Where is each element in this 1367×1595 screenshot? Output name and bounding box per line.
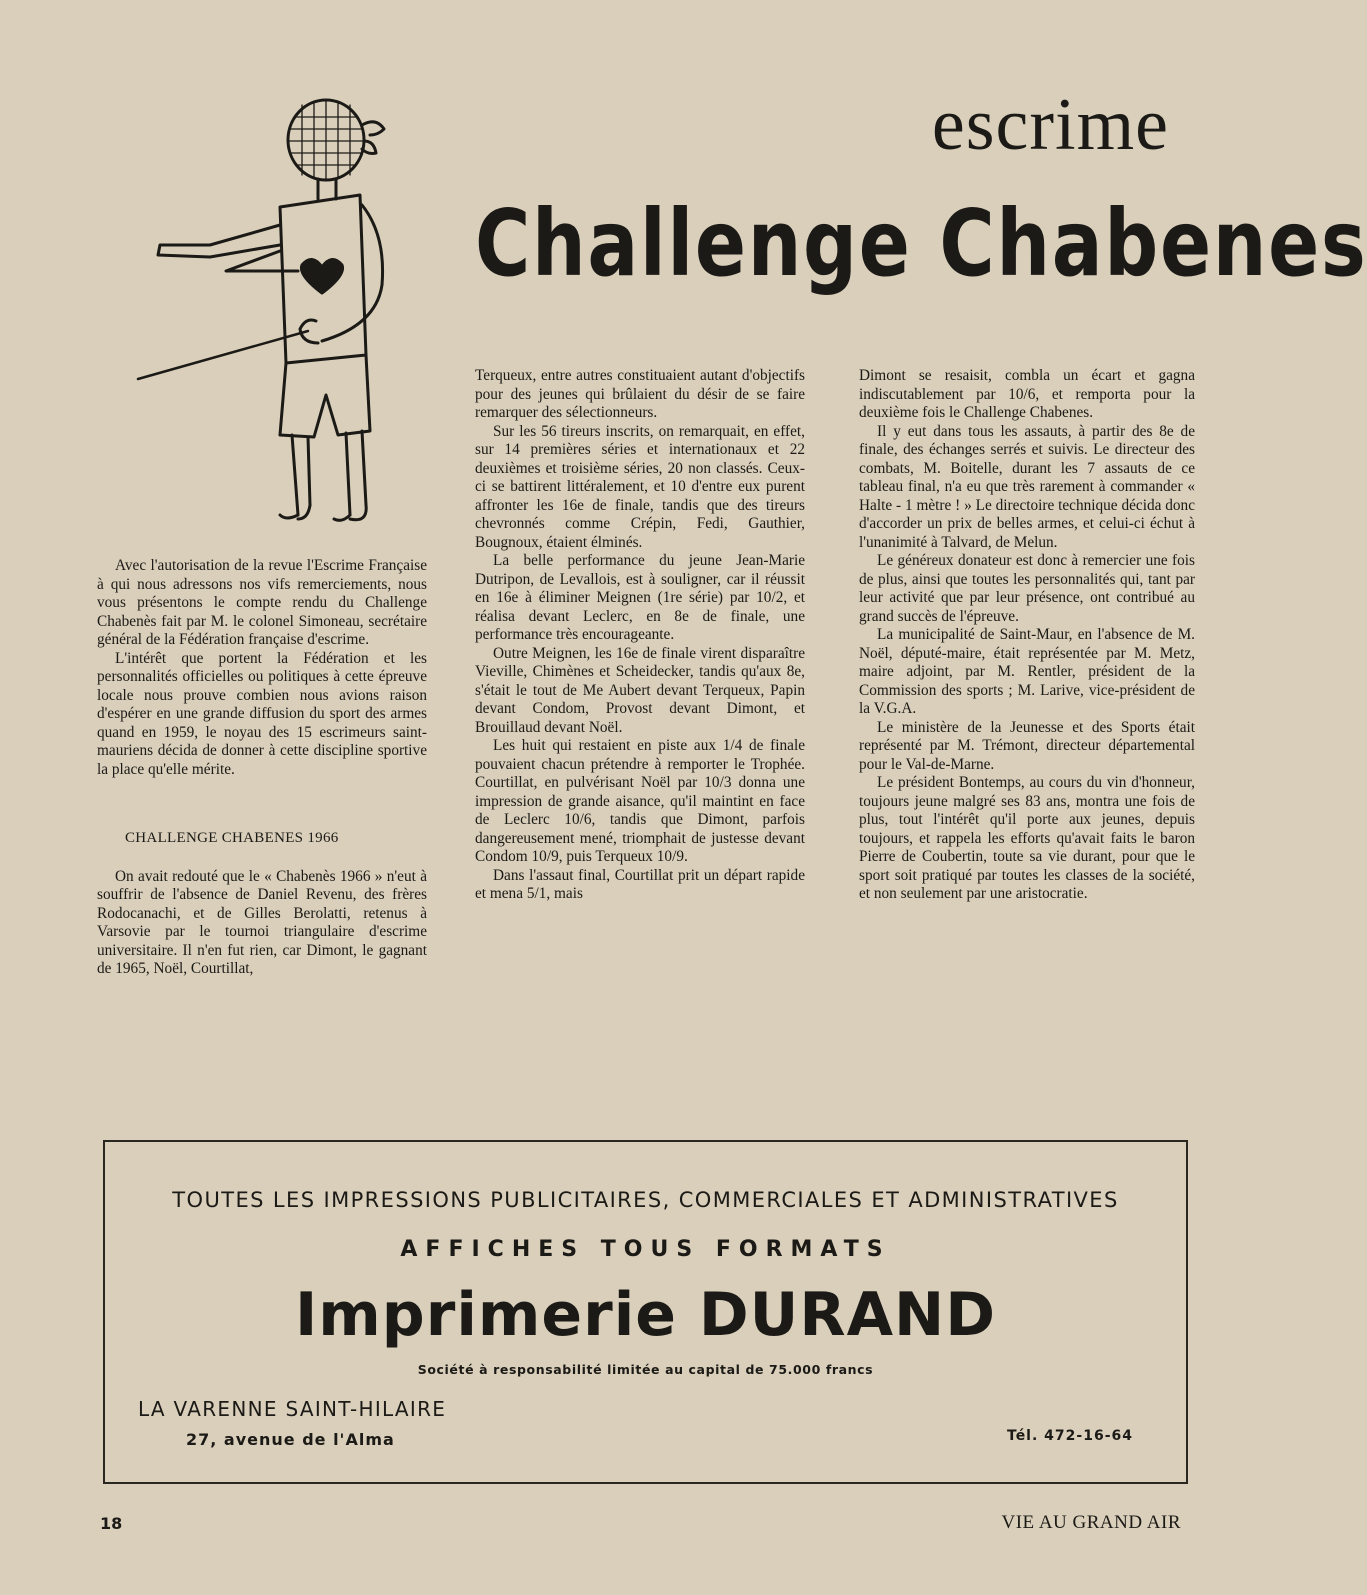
paragraph: Le ministère de la Jeunesse et des Sports était représenté par M. Trémont, directeur départemental pour le Val-de-Marne. [859,718,1195,773]
ad-posters-line: AFFICHES TOUS FORMATS [400,1237,891,1262]
paragraph: Terqueux, entre autres constituaient autant d'objectifs pour des jeunes qui brûlaient du désir de se faire remarquer des sélectionneurs. [475,367,805,421]
paragraph: On avait redouté que le « Chabenès 1966 » n'eut à souffrir de l'absence de Daniel Revenu, des frères Rodocanachi, et de Gilles Berolatti, retenus à Varsovie par le tournoi triangulaire d'escrime universitaire. Il n'en fut rien, car Dimont, le gagnant de 1965, Noël, Courtillat, [97,867,427,977]
printer-advertisement [103,1140,1188,1484]
paragraph: Dans l'assaut final, Courtillat prit un départ rapide et mena 5/1, mais [475,866,805,902]
section-label: escrime [931,84,1169,166]
magazine-name: VIE AU GRAND AIR [1001,1512,1181,1533]
article-column-2 [475,367,805,904]
paragraph: Avec l'autorisation de la revue l'Escrime Française à qui nous adressons nos vifs remerciements, nous vous présentons le compte rendu du Challenge Chabenès fait par M. le colonel Simoneau, secrétaire général de la Fédération française d'escrime. [97,557,427,648]
paragraph: Le généreux donateur est donc à remercier une fois de plus, ainsi que toutes les personnalités qui, tant par leur activité que par leur présence, ont contribué au grand succès de l'épreuve. [859,552,1195,625]
article-column-1 [97,557,427,979]
paragraph: La belle performance du jeune Jean-Marie Dutripon, de Levallois, est à souligner, car il réussit en 16e à éliminer Meignen (1re série) par 10/2, et réalisa devant Leclerc, en 8e de finale, une performance très encourageante. [475,552,805,643]
fencer-illustration-icon [130,95,400,540]
ad-company-name: Imprimerie DURAND [294,1280,997,1350]
paragraph: Dimont se resaisit, combla un écart et gagna indiscutablement par 10/6, et remporta pour la deuxième fois le Challenge Chabenes. [859,367,1195,421]
ad-street-address: 27, avenue de l'Alma [186,1430,395,1449]
article-title: Challenge Chabenes [475,190,1367,297]
paragraph: Sur les 56 tireurs inscrits, on remarquait, en effet, sur 14 premières séries et internationaux et 22 deuxièmes et troisième séries, 20 non classés. Ceux-ci se battirent littéralement, et 10 d'entre eux purent affronter les 16e de finale, tandis que des tireurs chevronnés comme Crépin, Fedi, Gauthier, Bougnoux, étaient élminés. [475,422,805,551]
paragraph: Les huit qui restaient en piste aux 1/4 de finale pouvaient chacun prétendre à remporter le Trophée. Courtillat, en pulvérisant Noël par 10/3 donna une impression de grande aisance, qu'il maintint en face de Leclerc 10/6, tandis que Dimont, parfois dangereusement mené, triomphait de justesse devant Condom 10/9, puis Terqueux 10/9. [475,737,805,865]
paragraph: La municipalité de Saint-Maur, en l'absence de M. Noël, député-maire, était représentée par M. Metz, maire adjoint, par M. Rentler, président de la Commission des sports ; M. Larive, vice-président de la V.G.A. [859,626,1195,717]
subheading: CHALLENGE CHABENES 1966 [125,830,339,846]
paragraph: L'intérêt que portent la Fédération et les personnalités officielles ou politiques à cette épreuve locale nous prouve combien nous avions raison d'espérer en une grande diffusion du sport des armes quand en 1959, le noyau des 15 escrimeurs saint-mauriens décida de donner à cette discipline sportive la place qu'elle mérite. [97,649,427,778]
ad-legal-line: Société à responsabilité limitée au capital de 75.000 francs [417,1362,874,1377]
paragraph: Outre Meignen, les 16e de finale virent disparaître Vieville, Chimènes et Scheidecker, tandis qu'aux 8e, s'était le tout de Me Aubert devant Terqueux, Papin devant Condom, Provost devant Dimont, et Brouillaud devant Noël. [475,644,805,736]
ad-phone: Tél. 472-16-64 [1007,1428,1133,1444]
ad-town: LA VARENNE SAINT-HILAIRE [138,1397,447,1421]
paragraph: Le président Bontemps, au cours du vin d'honneur, toujours jeune malgré ses 83 ans, montra une fois de plus, tout l'intérêt qu'il porte aux jeunes, depuis toujours, et rappela les efforts qu'avait faits le baron Pierre de Coubertin, toute sa vie durant, pour que le sport soit pratiqué par toutes les classes de la société, et non seulement par une aristocratie. [859,774,1195,902]
ad-services-line: TOUTES LES IMPRESSIONS PUBLICITAIRES, COMMERCIALES ET ADMINISTRATIVES [172,1188,1119,1212]
page-number: 18 [100,1514,123,1533]
paragraph: Il y eut dans tous les assauts, à partir des 8e de finale, des échanges serrés et suivis. Le directeur des combats, M. Boitelle, durant les 7 assauts de ce tableau final, n'a eu que très rarement à commander « Halte - 1 mètre ! » Le directoire technique décida donc d'accorder un prix de belles armes, et celui-ci échut à l'unanimité à Talvard, de Melun. [859,422,1195,551]
article-column-3 [859,367,1195,904]
